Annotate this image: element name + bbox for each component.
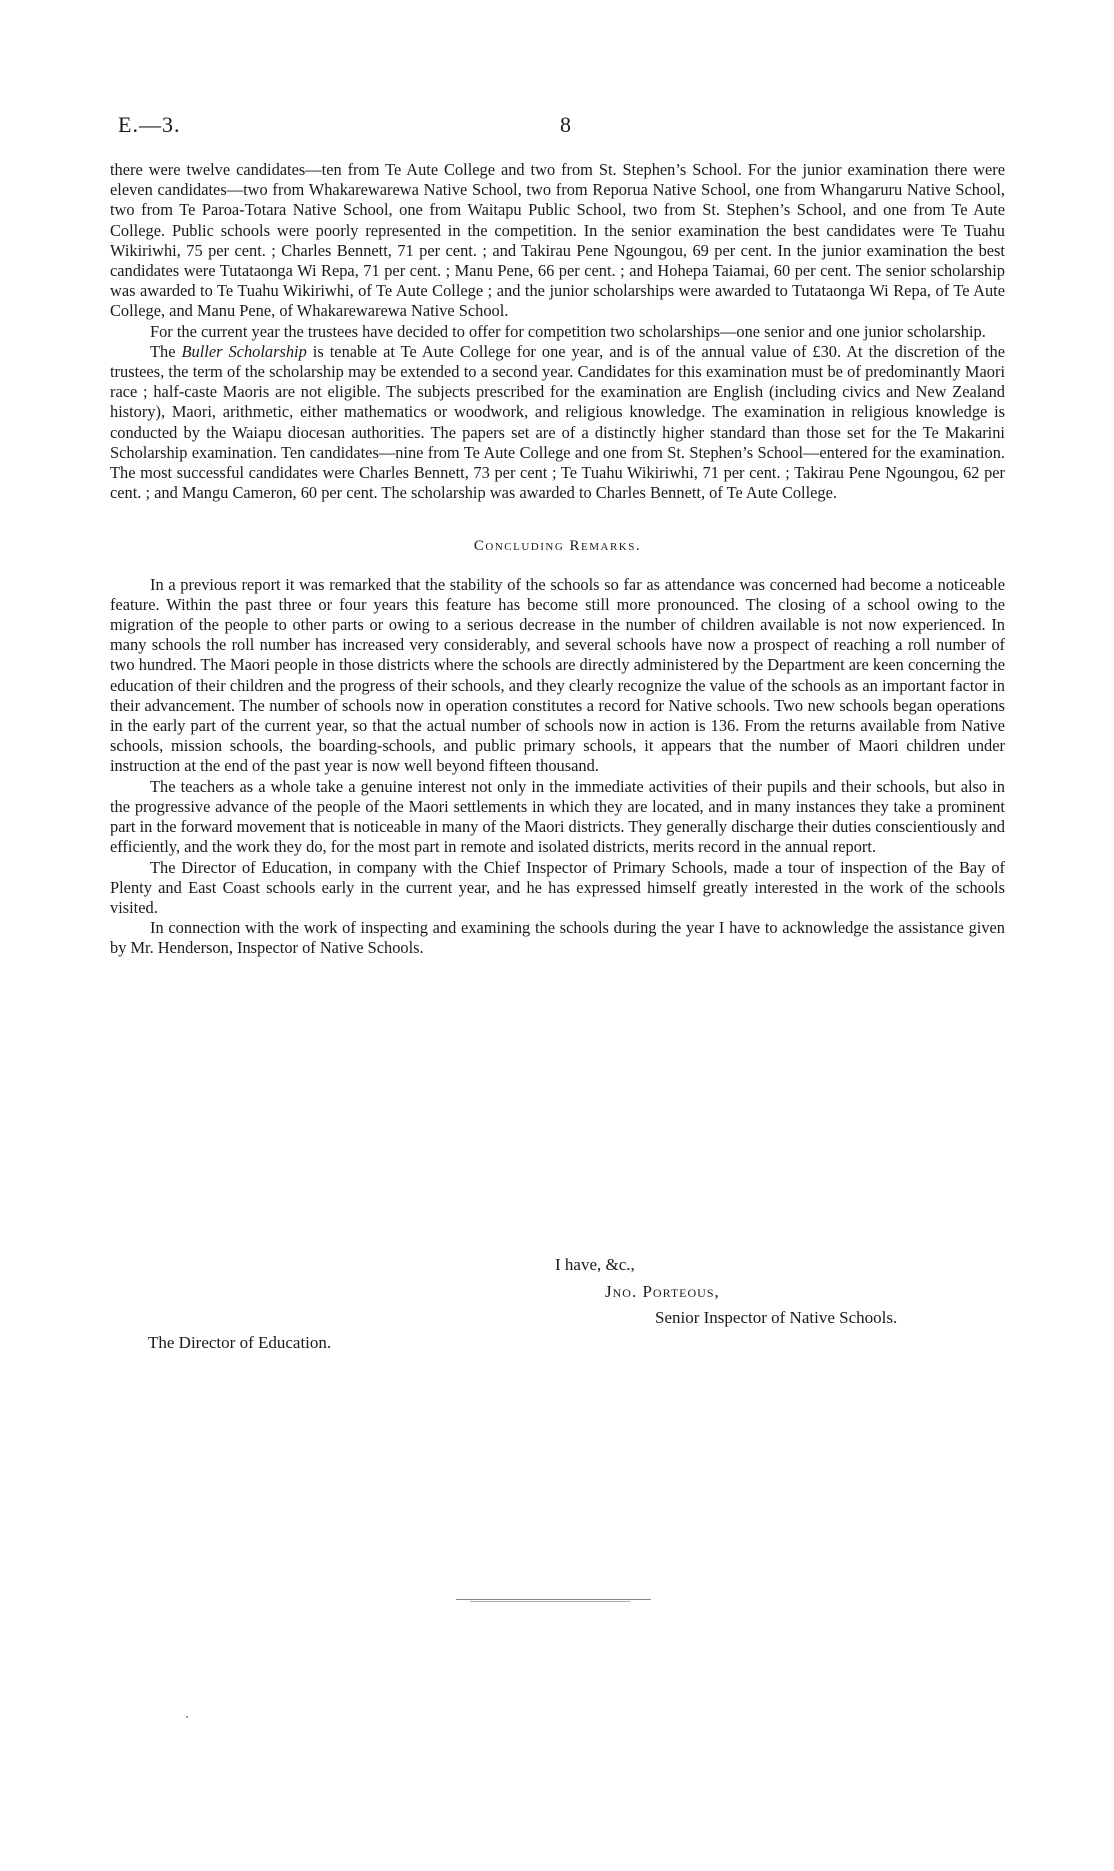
salutation: I have, &c., xyxy=(555,1255,635,1274)
page-speck xyxy=(186,1716,188,1718)
page-number: 8 xyxy=(560,112,571,137)
section-heading-concluding-remarks: Concluding Remarks. xyxy=(473,538,642,555)
paragraph-stability: In a previous report it was remarked that the stability of the schools so far as attendance was concerned had become a noticeable feature. Within the past three or four years this feature has become still more pronounced. The closing of a school owing to the migration of the people to other parts or owing to a serious decrease in the number of children available is not now experienced. In many schools the roll number has increased very considerably, and several schools have now a prospect of reaching a roll number of two hundred. The Maori people in those districts where the schools are directly administered by the Department are keen concerning the education of their children and the progress of their schools, and they clearly recognize the value of the schools as an important factor in their advancement. The number of schools now in operation constitutes a record for Native schools. Two new schools began operations in the early part of the current year, so that the actual number of schools now in action is 136. From the returns available from Native schools, mission schools, the boarding-schools, and public primary schools, it appears that the number of Maori children under instruction at the end of the past year is now well beyond fifteen thousand. xyxy=(110,574,1005,776)
page-header xyxy=(118,112,996,142)
signatory-title: Senior Inspector of Native Schools. xyxy=(655,1308,898,1327)
signatory: Jno. Porteous, xyxy=(605,1282,720,1301)
paragraph-acknowledgement: In connection with the work of inspecting and examining the schools during the year I have to acknowledge the assistance given by Mr. Henderson, Inspector of Native Schools. xyxy=(110,918,1005,958)
paragraph-buller-scholarship xyxy=(110,342,1005,504)
buller-rest: is tenable at Te Aute College for one year, and is of the annual value of £30. At the discretion of the trustees, the term of the scholarship may be extended to a second year. Candidates for this examination must be of predominantly Maori race ; half-caste Maoris are not eligible. The subjects prescribed for the examination are English (including civics and New Zealand history), Maori, arithmetic, either mathematics or woodwork, and religious knowledge. The examination in religious knowledge is conducted by the Waiapu diocesan authorities. The papers set are of a distinctly higher standard than those set for the Te Makarini Scholarship examination. Ten candidates—nine from Te Aute College and one from St. Stephen’s School—entered for the examination. The most successful candidates were Charles Bennett, 73 per cent ; Te Tuahu Wikiriwhi, 71 per cent. ; Takirau Pene Ngoungou, 62 per cent. ; and Mangu Cameron, 60 per cent. The scholarship was awarded to Charles Bennett, of Te Aute College. xyxy=(110,341,1005,503)
paragraph-teachers: The teachers as a whole take a genuine interest not only in the immediate activities of their pupils and their schools, but also in the progressive advance of the people of the Maori settlements in which they are located, and in many instances they take a prominent part in the forward movement that is noticeable in many of the Maori districts. They generally discharge their duties conscientiously and efficiently, and the work they do, for the most part in remote and isolated districts, merits record in the annual report. xyxy=(110,776,1005,857)
buller-scholarship-title: Buller Scholarship xyxy=(181,341,307,361)
body-text xyxy=(110,160,1005,959)
end-rule xyxy=(456,1599,651,1600)
paragraph-director-tour: The Director of Education, in company with the Chief Inspector of Primary Schools, made a tour of inspection of the Bay of Plenty and East Coast schools early in the current year, and he has expressed himself greatly interested in the work of the schools visited. xyxy=(110,857,1005,917)
buller-lead: The xyxy=(150,341,182,361)
section-reference: E.—3. xyxy=(118,112,181,137)
paragraph-scholarship-results: there were twelve candidates—ten from Te Aute College and two from St. Stephen’s School. For the junior examination there were eleven candidates—two from Whakarewarewa Native School, two from Reporua Native School, one from Whangaruru Native School, two from Te Paroa-Totara Native School, one from Waitapu Public School, two from St. Stephen’s School, and one from Te Aute College. Public schools were poorly represented in the competition. In the senior examination the best candidates were Te Tuahu Wikiriwhi, 75 per cent. ; Charles Bennett, 71 per cent. ; and Takirau Pene Ngoungou, 69 per cent. In the junior examination the best candidates were Tutataonga Wi Repa, 71 per cent. ; Manu Pene, 66 per cent. ; and Hohepa Taiamai, 60 per cent. The senior scholarship was awarded to Te Tuahu Wikiriwhi, of Te Aute College ; and the junior scholarships were awarded to Tutataonga Wi Repa, of Te Aute College, and Manu Pene, of Whakarewarewa Native School. xyxy=(110,160,1005,321)
paragraph-current-year: For the current year the trustees have decided to offer for competition two scholarships—one senior and one junior scholarship. xyxy=(150,321,986,341)
end-rule-secondary xyxy=(470,1601,630,1602)
addressee: The Director of Education. xyxy=(148,1333,332,1352)
